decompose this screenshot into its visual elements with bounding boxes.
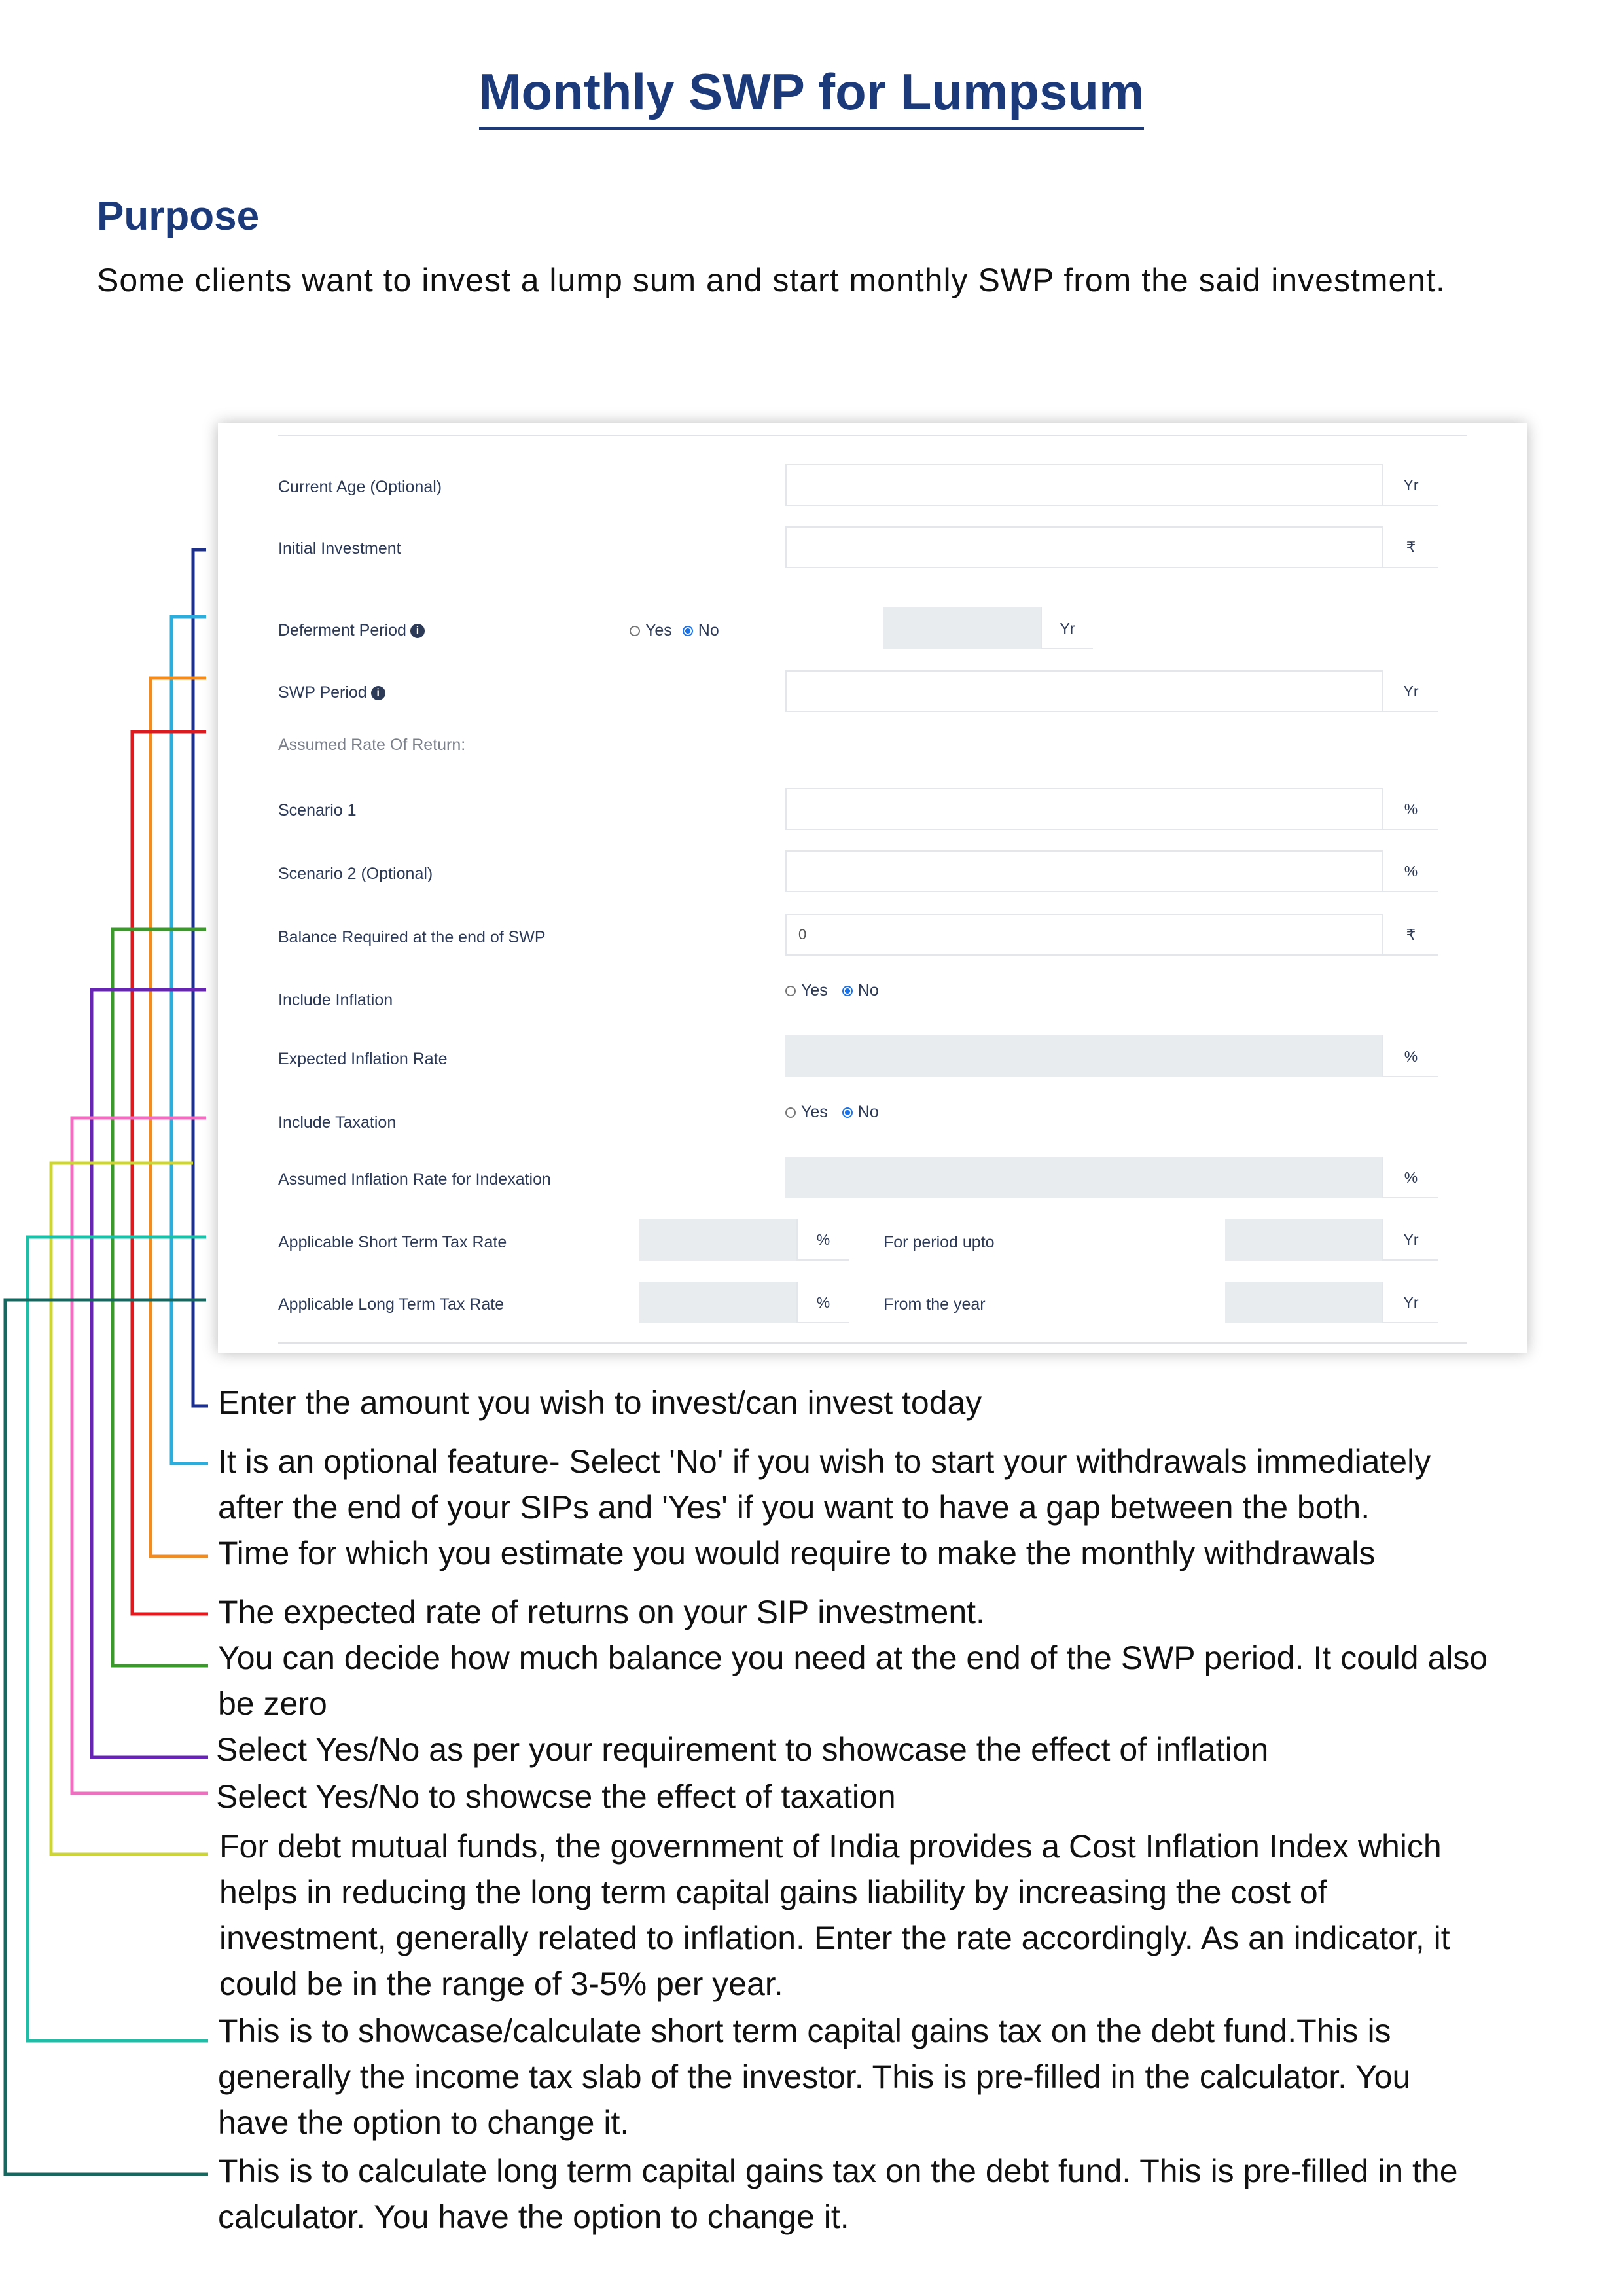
taxation-no-label: No xyxy=(857,1103,879,1121)
short-term-tax-unit: % xyxy=(796,1219,849,1261)
connector-deferment xyxy=(171,617,208,1463)
note-indexation-2: helps in reducing the long term capital gains liability by increasing the cost of xyxy=(219,1874,1327,1910)
deferment-period-unit: Yr xyxy=(1041,607,1093,649)
note-taxation: Select Yes/No to showcse the effect of taxation xyxy=(216,1778,896,1815)
note-deferment-1: It is an optional feature- Select 'No' if you wish to start your withdrawals immediately xyxy=(218,1443,1431,1480)
note-short-term-3: have the option to change it. xyxy=(218,2104,630,2141)
note-long-term-2: calculator. You have the option to change it. xyxy=(218,2198,849,2235)
indexation-rate-label: Assumed Inflation Rate for Indexation xyxy=(278,1170,551,1189)
deferment-yes-label: Yes xyxy=(645,621,672,639)
balance-required-unit: ₹ xyxy=(1382,914,1438,956)
note-short-term-2: generally the income tax slab of the investor. This is pre-filled in the calculator. You xyxy=(218,2058,1411,2095)
include-taxation-label: Include Taxation xyxy=(278,1113,397,1132)
expected-inflation-unit: % xyxy=(1382,1035,1438,1077)
info-icon[interactable]: i xyxy=(371,686,385,700)
inflation-yes-label: Yes xyxy=(801,981,828,999)
assumed-rate-heading: Assumed Rate Of Return: xyxy=(278,736,466,754)
scenario2-label: Scenario 2 (Optional) xyxy=(278,865,433,883)
initial-investment-label: Initial Investment xyxy=(278,539,401,558)
period-upto-unit: Yr xyxy=(1382,1219,1438,1261)
info-icon[interactable]: i xyxy=(410,624,425,638)
deferment-period-label-text: Deferment Period xyxy=(278,621,406,639)
page-title: Monthly SWP for Lumpsum xyxy=(0,62,1623,122)
note-initial-investment: Enter the amount you wish to invest/can invest today xyxy=(218,1384,982,1421)
deferment-no-label: No xyxy=(698,621,719,639)
note-inflation: Select Yes/No as per your requirement to showcase the effect of inflation xyxy=(216,1731,1269,1768)
note-deferment-2: after the end of your SIPs and 'Yes' if you want to have a gap between the both. xyxy=(218,1489,1370,1526)
long-term-tax-label: Applicable Long Term Tax Rate xyxy=(278,1295,505,1314)
swp-period-label-text: SWP Period xyxy=(278,683,367,702)
inflation-no-label: No xyxy=(857,981,879,999)
note-balance-1: You can decide how much balance you need at the end of the SWP period. It could also xyxy=(218,1640,1488,1676)
connector-indexation xyxy=(51,1163,208,1854)
period-upto-label: For period upto xyxy=(883,1233,995,1251)
note-short-term-1: This is to showcase/calculate short term capital gains tax on the debt fund.This is xyxy=(218,2013,1391,2049)
from-year-label: From the year xyxy=(883,1295,986,1314)
current-age-label: Current Age (Optional) xyxy=(278,478,442,496)
note-scenario: The expected rate of returns on your SIP investment. xyxy=(218,1594,985,1630)
purpose-heading: Purpose xyxy=(97,194,260,239)
taxation-yes-label: Yes xyxy=(801,1103,828,1121)
indexation-rate-unit: % xyxy=(1382,1157,1438,1198)
from-year-unit: Yr xyxy=(1382,1282,1438,1323)
initial-investment-unit: ₹ xyxy=(1382,526,1438,568)
purpose-text: Some clients want to invest a lump sum and start monthly SWP from the said investment. xyxy=(97,262,1446,298)
include-inflation-label: Include Inflation xyxy=(278,991,393,1009)
note-balance-2: be zero xyxy=(218,1685,327,1722)
swp-period-unit: Yr xyxy=(1382,670,1438,712)
balance-required-label: Balance Required at the end of SWP xyxy=(278,928,546,946)
balance-required-input[interactable]: 0 xyxy=(785,914,1382,956)
note-indexation-3: investment, generally related to inflation. Enter the rate accordingly. As an indicator, it xyxy=(219,1920,1450,1956)
scenario1-unit: % xyxy=(1382,788,1438,830)
note-indexation-4: could be in the range of 3-5% per year. xyxy=(219,1965,783,2002)
current-age-unit: Yr xyxy=(1382,464,1438,506)
note-swp-period: Time for which you estimate you would require to make the monthly withdrawals xyxy=(218,1535,1376,1571)
short-term-tax-label: Applicable Short Term Tax Rate xyxy=(278,1233,507,1251)
note-indexation-1: For debt mutual funds, the government of India provides a Cost Inflation Index which xyxy=(219,1828,1442,1865)
long-term-tax-unit: % xyxy=(796,1282,849,1323)
connector-short-term xyxy=(27,1237,208,2041)
note-long-term-1: This is to calculate long term capital gains tax on the debt fund. This is pre-filled in the xyxy=(218,2153,1458,2189)
scenario1-label: Scenario 1 xyxy=(278,801,357,819)
scenario2-unit: % xyxy=(1382,850,1438,892)
connector-long-term xyxy=(5,1300,208,2174)
expected-inflation-label: Expected Inflation Rate xyxy=(278,1050,448,1068)
